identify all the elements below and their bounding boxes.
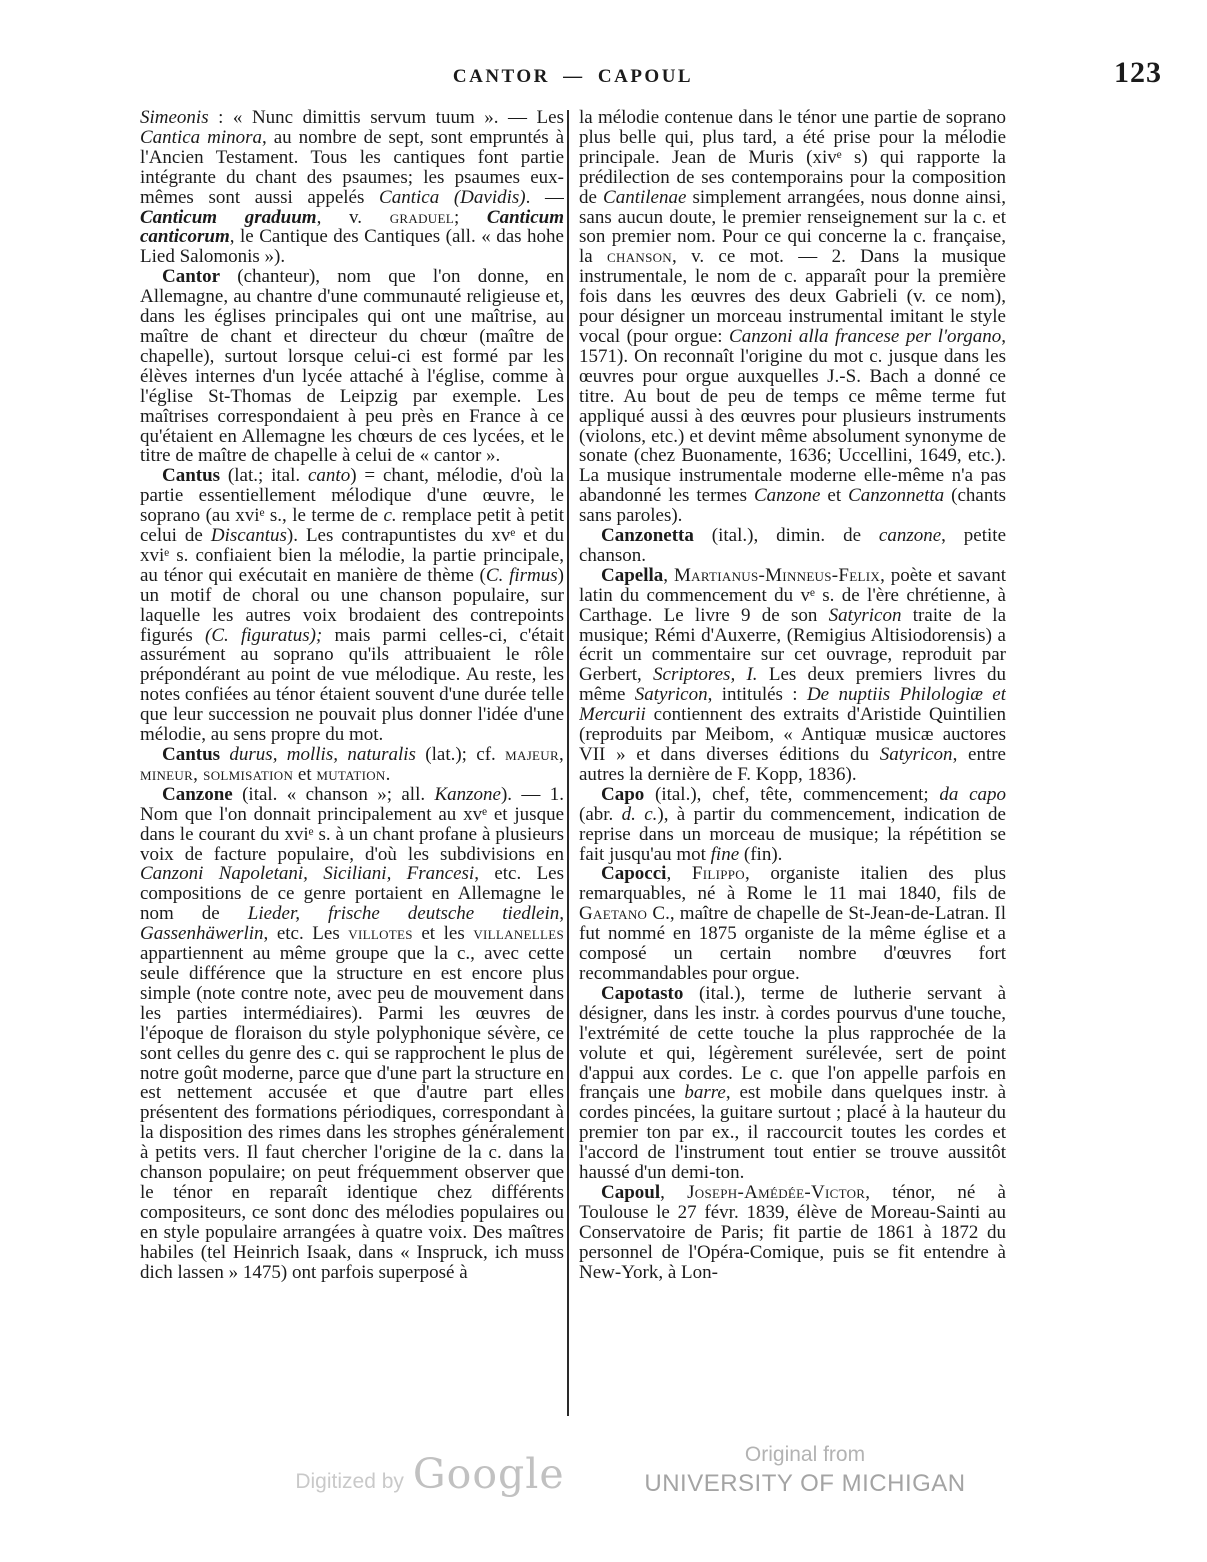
entry-cantor: Cantor (chanteur), nom que l'on donne, en Allemagne, au chantre d'une communauté religieuse et, dans les églises principales qui ont une maîtrise, au maître de chant et directeur du chœur (maître de chapelle), surtout lorsque celui-ci est formé par les élèves internes d'un lycée attaché à l'église, comme à l'église St-Thomas de Leipzig par exemple. Les maîtrises correspondaient à peu près en France à ce qu'étaient en Allemagne les chœurs de ces lycées, et le titre de maître de chapelle à celui de « cantor ». xyxy=(140,266,564,467)
entry-capo: Capo (ital.), chef, tête, commencement; da capo (abr. d. c.), à partir du commencement, indication de reprise dans un morceau de musique; la répétition se fait jusqu'au mot fine (fin). xyxy=(579,783,1006,865)
entry-capocci: Capocci, Filippo, organiste italien des plus remarquables, né à Rome le 11 mai 1840, fils de Gaetano C., maître de chapelle de St-Jean-de-Latran. Il fut nommé en 1875 organiste de la même église et a composé un certain nombre d'œuvres fort recommandables pour orgue. xyxy=(579,863,1006,984)
column-divider xyxy=(567,110,569,1416)
entry-cantus: Cantus (lat.; ital. canto) = chant, mélodie, d'où la partie essentiellement mélodique d'une œuvre, le soprano (au xviᵉ s., le terme de c. remplace petit à petit celui de Discantus). Les contrapuntistes du xvᵉ et du xviᵉ s. confiaient bien la mélodie, la partie principale, au ténor qui exécutait en manière de thème (C. firmus) un motif de choral ou une chanson populaire, sur laquelle les autres voix brodaient des contrepoints figurés (C. figuratus); mais parmi celles-ci, c'était assurément au soprano qu'ils attribuaient le rôle prépondérant au point de vue mélodique. Au reste, les notes confiées au ténor étaient souvent d'une durée telle que leur succession ne pouvait plus donner l'idée d'une mélodie, au sens propre du mot. xyxy=(140,465,564,746)
entry-capotasto: Capotasto (ital.), terme de lutherie servant à désigner, dans les instr. à cordes pourvus d'une touche, l'extrémité de cette touche la plus rapprochée de la volute et qui, légèrement surélevée, sert de point d'appui aux cordes. Le c. que l'on appelle parfois en français une barre, est mobile dans quelques instr. à cordes pincées, la guitare surtout ; placé à la hauteur du premier ton par ex., il raccourcit toutes les cordes et l'accord de l'instrument tout entier se trouve aussitôt haussé d'un demi-ton. xyxy=(579,982,1006,1184)
digitized-by-google-watermark xyxy=(260,1450,600,1498)
university-of-michigan-label: UNIVERSITY OF MICHIGAN xyxy=(644,1470,966,1497)
continuation-simeonis: Simeonis : « Nunc dimittis servum tuum ». — Les Cantica minora, au nombre de sept, sont empruntés à l'Ancien Testament. Tous les cantiques font partie intégrante du chant des psaumes; les psaumes eux-mêmes sont aussi appelés Cantica (Davidis). — Canticum graduum, v. graduel; Canticum canticorum, le Cantique des Cantiques (all. « das hohe Lied Salomonis »). xyxy=(140,108,564,268)
running-head-title: CANTOR — CAPOUL xyxy=(452,66,694,87)
entry-canzonetta: Canzonetta (ital.), dimin. de canzone, petite chanson. xyxy=(579,525,1006,566)
original-from-label: Original from xyxy=(744,1443,866,1466)
entry-canzone: Canzone (ital. « chanson »; all. Kanzone). — 1. Nom que l'on donnait principalement au xvᵉ et jusque dans le courant du xviᵉ s. à un chant profane à plusieurs voix de facture populaire, d'où les subdivisions en Canzoni Napoletani, Siciliani, Francesi, etc. Les compositions de ce genre portaient en Allemagne le nom de Lieder, frische deutsche tiedlein, Gassenhäwerlin, etc. Les villotes et les villanelles appartiennent au même groupe que la c., avec cette seule différence que la structure en est encore plus simple (note contre note, avec peu de mouvement dans les parties intermédiaires). Parmi les œuvres de l'époque de floraison du style polyphonique sévère, ce sont celles du genre des c. qui se rapprochent le plus de notre goût moderne, parce que d'une part la structure en est nettement accusée et que d'autre part elles présentent des formations périodiques, correspondant à la disposition des rimes dans les strophes généralement à petits vers. Il faut chercher l'origine de la c. dans la chanson populaire; on peut fréquemment observer que le ténor en reparaît identique chez différents compositeurs, ce sont donc des mélodies populaires ou en style populaire arrangées à quatre voix. Des maîtres habiles (tel Heinrich Isaak, dans « Inspruck, ich muss dich lassen » 1475) ont parfois superposé à xyxy=(140,783,564,1283)
digitized-by-label: Digitized by xyxy=(295,1470,404,1493)
right-column xyxy=(579,108,1006,1420)
entry-capoul: Capoul, Joseph-Amédée-Victor, ténor, né à Toulouse le 27 févr. 1839, élève de Moreau-Sainti au Conservatoire de Paris; fit partie de 1861 à 1872 du personnel de l'Opéra-Comique, puis se fit entendre à New-York, à Lon- xyxy=(579,1181,1006,1283)
continuation-canzone: la mélodie contenue dans le ténor une partie de soprano plus belle qui, plus tard, a été prise pour la mélodie principale. Jean de Muris (xivᵉ s) qui rapporte la prédilection de ses contemporains pour la composition de Cantilenae simplement arrangées, nous donne ainsi, sans aucun doute, le premier renseignement sur la c. et son premier nom. Pour ce qui concerne la c. française, la chanson, v. ce mot. — 2. Dans la musique instrumentale, le nom de c. apparaît pour la première fois dans les œuvres des deux Gabrieli (v. ce nom), pour désigner un morceau instrumental imitant le style vocal (pour orgue: Canzoni alla francese per l'organo, 1571). On reconnaît l'origine du mot c. jusque dans les œuvres pour orgue auxquelles J.-S. Bach a donné ce titre. Au bout de peu de temps ce même terme fut appliqué aussi à des œuvres pour plusieurs instruments (violons, etc.) et devint même absolument synonyme de sonate (chez Buonamente, 1636; Uccellini, 1649, etc.). La musique instrumentale moderne elle-même n'a pas abandonné les termes Canzone et Canzonnetta (chants sans paroles). xyxy=(579,108,1006,527)
left-column xyxy=(140,108,564,1420)
google-logo: Google xyxy=(412,1450,565,1498)
entry-cantus-durus: Cantus durus, mollis, naturalis (lat.); cf. majeur, mineur, solmisation et mutation. xyxy=(140,744,564,785)
entry-capella: Capella, Martianus-Minneus-Felix, poète et savant latin du commencement du vᵉ s. de l'ère chrétienne, à Carthage. Le livre 9 de son Satyricon traite de la musique; Rémi d'Auxerre, (Remigius Altisiodorensis) a écrit un commentaire sur cet ouvrage, reproduit par Gerbert, Scriptores, I. Les deux premiers livres du même Satyricon, intitulés : De nuptiis Philologiæ et Mercurii contiennent des extraits d'Aristide Quintilien (reproduits par Meibom, « Antiquæ musicæ auctores VII » et dans diverses éditions du Satyricon, entre autres la dernière de F. Kopp, 1836). xyxy=(579,564,1006,785)
original-from-watermark xyxy=(635,1443,975,1498)
page-number: 123 xyxy=(1114,56,1162,89)
